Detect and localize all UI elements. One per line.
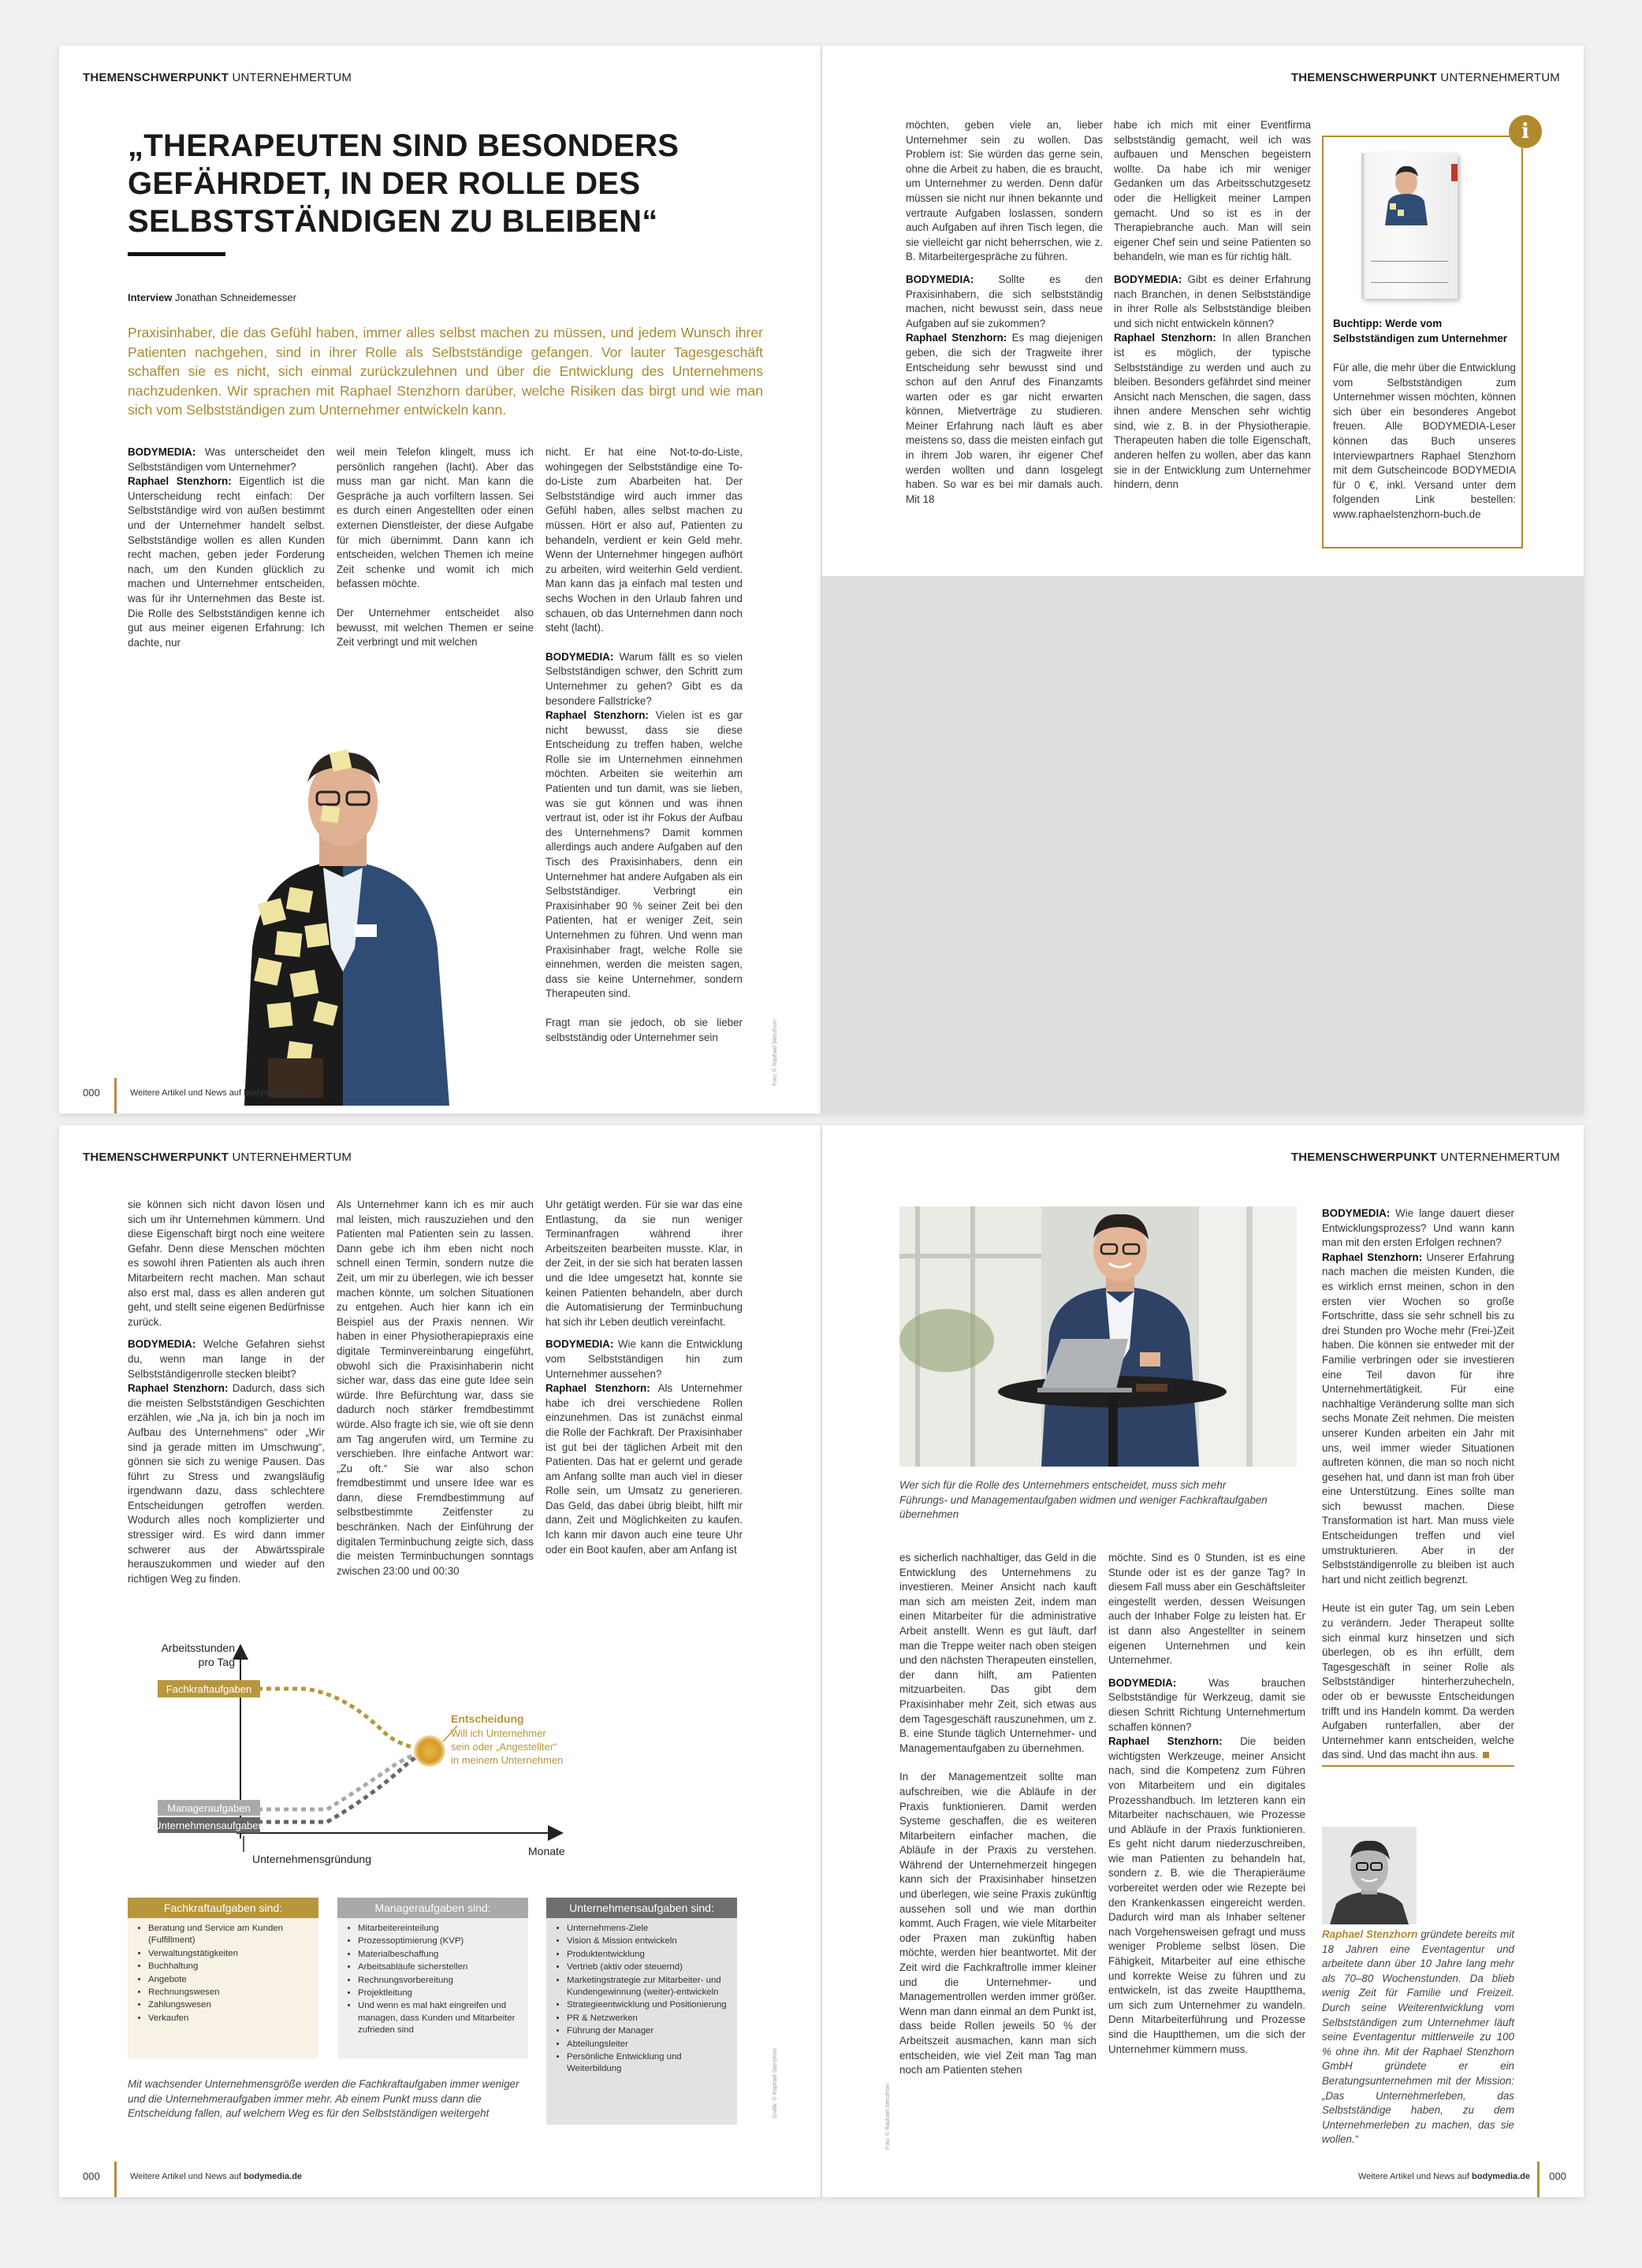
- table-list-item: • Und wenn es mal hakt eingreifen und managen, dass Kunden und Mitarbeiter zufrieden sind: [358, 2000, 520, 2036]
- role-development-chart: [126, 1630, 796, 1866]
- table-list-item: • Projektleitung: [358, 1987, 520, 1999]
- footer-link[interactable]: Weitere Artikel und News auf bodymedia.de: [130, 1088, 303, 1098]
- column-2: habe ich mich mit einer Eventfirma selbstständig gemacht, weil ich was aufbauen und Menschen begeistern wollte. Da habe ich mir weniger Gedanken um das Arbeitsschutzgesetz oder die Helligkeit meiner Lampen gemacht. Und so ist es in der Therapiebranche auch. Man will sein eigener Chef sein und seine Patienten so behandeln, wie man es für richtig hält. BODYMEDIA: Gibt es deiner Erfahrung nach Branchen, in denen Selbstständige in ihrer Rolle als Selbstständige bleiben und sich nicht entwickeln können? Raphael Stenzhorn: In allen Branchen ist es möglich, der typische Selbstständige zu werden und auch zu bleiben. Besonders gefährdet sind meiner Ansicht nach Menschen, die sagen, dass ihnen andere Menschen sehr wichtig sind, wie z. B. in der Physiotherapie. Therapeuten haben die tolle Eigenschaft, anderen helfen zu wollen, aber das kann sie in der Entwicklung zum Unternehmer hindern, denn: [1114, 119, 1311, 491]
- table-manager-title: Manageraufgaben sind:: [337, 1898, 528, 1918]
- legend-fachkraft-label: Fachkraftaufgaben: [166, 1683, 252, 1695]
- page-1: [59, 46, 821, 1114]
- footer-link[interactable]: Weitere Artikel und News auf bodymedia.de: [1357, 2172, 1530, 2181]
- table-fachkraft-title: Fachkraftaufgaben sind:: [128, 1898, 318, 1918]
- table-list-item: • Abteilungsleiter: [567, 2039, 729, 2050]
- column-1: möchten, geben viele an, lieber Unternehmer sein zu wollen. Das Problem ist: Sie würden das gerne sein, ohne die Arbeit zu haben, die es braucht, um Unternehmer zu werden. Denn dafür müssen sie nicht nur ihnen bekannte und vertraute Aufgaben loslassen, sondern auch Aufgaben auf ihren Tisch legen, die sie vielleicht gar nicht beherrschen, wie z. B. Mitarbeitergespräche zu führen. BODYMEDIA: Sollte es den Praxisinhabern, die sich selbstständig machen, nicht bewusst sein, dass neue Aufgaben auf sie zukommen? Raphael Stenzhorn: Es mag diejenigen geben, die sich der Tragweite ihrer Entscheidung sehr bewusst sind und schon auf den Anruf des Finanzamts warten oder es gar nicht erwarten können, Mietverträge zu studieren. Meiner Erfahrung nach läuft es aber meistens so, dass die meisten einfach gut in ihrem Job waren, ihr eigener Chef werden wollten und dann losgelegt haben. So war es bei mir damals auch. Mit 18: [906, 119, 1103, 505]
- column-1: es sicherlich nachhaltiger, das Geld in die Entwicklung des Unternehmens zu investieren. Meiner Ansicht nach kauft man sich am meisten Zeit, indem man einen Mitarbeiter für die administrative Arbeit anstellt. Wenn es gut läuft, darf man die Treppe weiter nach oben steigen und den nächsten Therapeuten einstellen, der dann hilft, am Patienten mitzuarbeiten. Das gibt dem Praxisinhaber mehr Zeit, sich etwas aus dem Tagesgeschäft rauszunehmen, um z. B. eine Stunde täglich Unternehmer- und Managementaufgaben zu übernehmen. In der Managementzeit sollte man aufschreiben, wie die Abläufe in der Praxis funktionieren. Damit werden Systeme geschaffen, die es weiteren Mitarbeitern einfacher machen, die Abläufe in der Praxis zu verstehen. Während der Unternehmerzeit hingegen kann sich der Praxisinhaber hinsetzen und überlegen, wie seine Praxis zukünftig aussehen soll und wie man dorthin kommt. Auch Fragen, wie viele Mitarbeiter oder Praxen man zukünftig haben möchte, werden hier beantwortet. Mit der Zeit wird die Fachkraftrolle immer kleiner und die Unternehmer- und Managementrollen werden immer größer. Wenn man dann einmal an dem Punkt ist, dass beide Rollen jeweils 50 % der Arbeitszeit ausmachen, kann man sich entscheiden, wie viel Zeit man Tag man noch am Patienten stehen: [899, 1552, 1097, 2077]
- x-marker-label: Unternehmensgründung: [252, 1853, 371, 1865]
- table-list-item: • Marketingstrategie zur Mitarbeiter- und Kundengewinnung (weiter)-entwickeln: [567, 1975, 729, 1999]
- table-list-item: • Beratung und Service am Kunden (Fulfillment): [148, 1923, 311, 1947]
- table-unternehmen-title: Unternehmensaufgaben sind:: [546, 1898, 737, 1918]
- table-list-item: • Buchhaltung: [148, 1961, 311, 1972]
- page-number: 000: [83, 1087, 100, 1099]
- chart-credit: Grafik: © Raphael Stenzhorn: [773, 2047, 778, 2118]
- column-2: weil mein Telefon klingelt, muss ich persönlich rangehen (lacht). Aber das muss man gar nicht. Man kann die Gespräche ja auch vorfiltern lassen. Sei es durch einen Angestellten oder einen externen Dienstleister, der diese Aufgabe für mich übernimmt. Dann kann ich entscheiden, welchen Themen ich meine Zeit schenke und womit ich mich befassen möchte. Der Unternehmer entscheidet also bewusst, mit welchen Themen er seine Zeit verbringt und mit welchen: [337, 446, 534, 649]
- column-2: möchte. Sind es 0 Stunden, ist es eine Stunde oder ist es der ganze Tag? In diesem Fall muss aber ein Geschäftsleiter eingestellt werden, dessen Weisungen auch der Inhaber Folge zu leisten hat. Er ist dann also Angestellter in seinem eigenen Unternehmen und kein Unternehmer. BODYMEDIA: Was brauchen Selbstständige für Werkzeug, damit sie diesen Schritt Richtung Unternehmertum schaffen können? Raphael Stenzhorn: Die beiden wichtigsten Werkzeuge, meiner Ansicht nach, sind die Kompetenz zum Führen von Mitarbeitern und ein digitales Prozesshandbuch. Im letzteren kann ein Mitarbeiter nachschauen, wie Prozesse und Abläufe in der Praxis funktionieren. Es geht nicht darum niederzuschreiben, wie man Patienten zu behandeln hat, sondern z. B. wie die Therapieräume vorbereitet werden oder wie Rezepte bei den Krankenkassen eingereicht werden. Dadurch wird man als Inhaber seltener nach Vorgehensweisen gefragt und muss weniger Probleme selbst lösen. Die Fähigkeit, Mitarbeiter auf eine ethische und korrekte Weise zu führen und zu entwickeln, ist das zweite Hauptthema, um sich zum Unternehmer zu wandeln. Denn Mitarbeiterführung und Prozesse sind die Hauptthemen, um die sich der Unternehmer kümmern muss.: [1108, 1552, 1305, 2055]
- footer-link[interactable]: Weitere Artikel und News auf bodymedia.de: [130, 2172, 303, 2181]
- column-3: nicht. Er hat eine Not-to-do-Liste, wohingegen der Selbstständige eine To-do-Liste zum Abarbeiten hat. Der Selbstständige wird auch immer das Gefühl haben, alles selbst machen zu müssen. Hört er also auf, Patienten zu behandeln, verdient er kein Geld mehr. Wenn der Unternehmer hingegen aufhört zu arbeiten, wird weiterhin Geld verdient. Man kann das ja einfach mal testen und sechs Wochen in den Urlaub fahren und schauen, ob das Unternehmen dann noch steht (lacht). BODYMEDIA: Warum fällt es so vielen Selbstständigen schwer, den Schritt zum Unternehmer zu gehen? Gibt es da besondere Fallstricke? Raphael Stenzhorn: Vielen ist es gar nicht bewusst, dass sie diese Entscheidung zu treffen haben, welche Rolle sie im Unternehmen einnehmen möchten. Arbeiten sie weiterhin am Patienten und tun damit, was sie lieben, was sie gut können und was ihnen vertraut ist, oder ist ihr Fokus der Aufbau des Unternehmens? Damit kommen allerdings auch andere Aufgaben auf den Tisch des Praxisinhabers, denn ein Unternehmer hat andere Aufgaben als ein Selbstständiger. Verbringt ein Praxisinhaber 90 % seiner Zeit bei den Patienten, hat er weniger Zeit, sein Unternehmen zu führen. Und wenn man Praxisinhaber fragt, welche Rolle sie einnehmen, werden die meisten sagen, dass sie keine Unternehmer, sondern Therapeuten sind. Fragt man sie jedoch, ob sie lieber selbstständig oder Unternehmer sein: [545, 446, 743, 1043]
- table-list-item: • Zahlungswesen: [148, 1999, 311, 2011]
- table-list-item: • Rechnungsvorbereitung: [358, 1975, 520, 1987]
- decision-point: [414, 1735, 445, 1767]
- book-tip-title: Buchtipp: Werde vom Selbstständigen zum Unternehmer: [1333, 318, 1507, 344]
- table-list-item: • Mitarbeitereinteilung: [358, 1923, 520, 1935]
- table-list-item: • Strategieentwicklung und Positionierung: [567, 1999, 729, 2011]
- office-photo: [899, 1207, 1297, 1467]
- photo-credit: Foto: © Raphael Stenzhorn: [773, 1019, 778, 1086]
- column-1: sie können sich nicht davon lösen und sich um ihr Unternehmen kümmern. Und diese Eigenschaft birgt noch eine weitere Gefahr. Denn diese Menschen möchten es sowohl ihren Patienten als auch ihren Mitarbeitern recht machen. Man schaut also erst mal, dass es allen anderen gut geht, und stellt seine eigenen Bedürfnisse zurück. BODYMEDIA: Welche Gefahren siehst du, wenn man lange in der Selbstständigenrolle stecken bleibt? Raphael Stenzhorn: Dadurch, dass sich die meisten Selbstständigen Geschichten erzählen, wie „Na ja, ich bin ja noch im Aufbau des Unternehmens“ oder „Wir sind ja gerade mitten im Umschwung“, gönnen sie sich zu wenige Pausen. Das führt zu Stress und zwangsläufig irgendwann dazu, dass schlechtere Entscheidungen getroffen werden. Wodurch alles noch komplizierter und stressiger wird. Es wird dann immer schwerer aus der Abwärtsspirale herauszukommen und wieder auf den richtigen Weg zu finden.: [128, 1199, 326, 1585]
- lead-paragraph: Praxisinhaber, die das Gefühl haben, immer alles selbst machen zu müssen, und jedem Wunsch ihrer Patienten nachgehen, sind in ihrer Rolle als Selbstständige gefangen. Vor lauter Tagesgeschäft schaffen sie es nicht, sich einmal zurückzulehnen und über die Entwicklung des Unternehmens nachzudenken. Wir sprachen mit Raphael Stenzhorn darüber, welche Risiken das birgt und wie man sich vom Selbstständigen zum Unternehmer entwickeln kann.: [128, 325, 763, 418]
- headline-rule: [128, 252, 225, 256]
- rubric: THEMENSCHWERPUNKT UNTERNEHMERTUM: [83, 71, 352, 84]
- series-unternehmen-line: [240, 1752, 426, 1822]
- page-number-rule: [114, 1078, 117, 1114]
- page-number: 000: [1549, 2170, 1566, 2182]
- series-fachkraft-line: [240, 1689, 426, 1749]
- column-2: Als Unternehmer kann ich es mir auch mal leisten, mich rauszuziehen und den Patienten mal Patienten sein zu lassen. Dann gebe ich ihm eben nicht noch schnell einen Termin, sondern nutze die Zeit, um mir zu überlegen, wie ich besser machen könnte, um solchen Situationen zu entgehen. Auch hier kann ich ein Beispiel aus der Praxis nennen. Wir haben in einer Physiotherapiepraxis eine digitale Terminvereinbarung eingeführt, obwohl sich die Praxisinhaberin nicht sicher war, dass das eine gute Idee sein würde. Ihre Befürchtung war, dass sie dadurch noch stärker fremdbestimmt würde. Also fragte ich sie, wie oft sie denn am Tag angerufen wird, um Termine zu verschieben. Ihre einfache Antwort war: „Zu oft.“ Sie war also schon fremdbestimmt und unsere Idee war es dann, diese Fremdbestimmung auf selbstbestimmte Zeitfenster zu beschränken. Nach der Einführung der digitalen Terminbuchung zeigte sich, dass die meisten Terminbuchungen sonntags zwischen 23:00 und 00:30: [337, 1199, 534, 1577]
- column-3: Uhr getätigt werden. Für sie war das eine Entlastung, da sie nun weniger Terminanfragen während ihrer Arbeitszeiten bearbeiten musste. Klar, in der Zeit, in der sie sich hat beraten lassen und die Idee umgesetzt hat, konnte sie keinen Patienten behandeln, aber durch die Automatisierung der Terminbuchung hat sich ihr Leben deutlich vereinfacht. BODYMEDIA: Wie kann die Entwicklung vom Selbstständigen hin zum Unternehmer aussehen? Raphael Stenzhorn: Als Unternehmer habe ich drei verschiedene Rollen einzunehmen. Das ist zunächst einmal die Rolle der Fachkraft. Der Praxisinhaber ist gut bei der täglichen Arbeit mit den Patienten. Das hat er gelernt und gerade am Anfang sollte man auch viel in dieser Rolle sein, um Umsatz zu generieren. Das Geld, das dabei übrig bleibt, hilft mir dann, Zeit und Möglichkeiten zu kaufen. Ich kann mir davon auch eine teure Uhr oder ein Boot kaufen, aber am Anfang ist: [545, 1199, 743, 1556]
- bio-portrait-photo: [1322, 1827, 1417, 1924]
- x-axis-label: Monate: [528, 1845, 565, 1857]
- book-tip-text: Für alle, die mehr über die Entwicklung vom Selbstständigen zum Unternehmer wissen möchten, können sich über ein besonderes Angebot freuen. Alle BODYMEDIA-Leser können das Buch unseres Interviewpartners Raphael Stenzhorn mit dem Gutscheincode BODYMEDIA für 0 €, inkl. Versand unter dem folgenden Link bestellen: www.raphaelstenzhorn-buch.de: [1333, 362, 1516, 520]
- portrait-photo: [213, 688, 473, 1106]
- table-list-item: • Materialbeschaffung: [358, 1949, 520, 1961]
- table-list-item: • Produktentwicklung: [567, 1949, 729, 1961]
- interview-byline: Interview Jonathan Schneidemesser: [128, 292, 296, 303]
- rubric: THEMENSCHWERPUNKT UNTERNEHMERTUM: [1290, 1151, 1560, 1164]
- headline: „THERAPEUTEN SIND BESONDERS GEFÄHRDET, IN DER ROLLE DES SELBSTSTÄNDIGEN ZU BLEIBEN“: [128, 128, 680, 239]
- table-fachkraft: [128, 1898, 318, 2058]
- page-2: [822, 46, 1584, 1114]
- decision-title: Entscheidung: [451, 1712, 524, 1725]
- legend-unternehmen-label: Unternehmensaufgaben: [154, 1820, 264, 1831]
- table-fachkraft-list: [128, 1918, 318, 2058]
- page-number: 000: [83, 2170, 100, 2182]
- page-3: [59, 1125, 821, 2197]
- info-icon: i: [1509, 115, 1542, 148]
- column-1: BODYMEDIA: Was unterscheidet den Selbstständigen vom Unternehmer? Raphael Stenzhorn: Eigentlich ist die Unterscheidung recht einfach: Der Selbstständige wird von außen bestimmt und der Unternehmer handelt selbst. Selbstständige wollen es allen Kunden recht machen, geben jeder Forderung nach, um den Kunden glücklich zu machen und Unternehmer entscheiden, was für ihr Unternehmen das Beste ist. Die Rolle des Selbstständigen kenne ich gut aus meiner eigenen Erfahrung: Ich dachte, nur: [128, 446, 326, 649]
- table-list-item: • Unternehmens-Ziele: [567, 1923, 729, 1935]
- page-number-rule: [114, 2162, 117, 2197]
- table-list-item: • Vertrieb (aktiv oder steuernd): [567, 1961, 729, 1973]
- table-list-item: • Verkaufen: [148, 2013, 311, 2024]
- decision-text: Will ich Unternehmer sein oder „Angestellter“ in meinem Unternehmen: [451, 1727, 564, 1766]
- photo-caption: Wer sich für die Rolle des Unternehmers entscheidet, muss sich mehr Führungs- und Managementaufgaben widmen und weniger Fachkraftaufgaben übernehmen: [899, 1479, 1268, 1521]
- table-list-item: • Prozessoptimierung (KVP): [358, 1935, 520, 1947]
- author-bio: Raphael Stenzhorn gründete bereits mit 18 Jahren eine Eventagentur und arbeitete dann über 10 Jahre lang mehr als 70–80 Wochenstunden. Da blieb wenig Zeit für Familie und Freizeit. Durch seine Weiterentwicklung vom Selbstständigen zum Unternehmer läuft seine Eventagentur mittlerweile zu 100 % ohne ihn. Mit der Raphael Stenzhorn GmbH gründete er ein Beratungsunternehmen mit der Mission: „Das Unternehmerleben, das Selbstständige haben, zu dem Unternehmerleben zu machen, das sie wollen.“: [1322, 1928, 1514, 2146]
- page-4: [822, 1125, 1584, 2197]
- image-placeholder: [822, 576, 1584, 1114]
- photo-credit: Foto: © Raphael Stenzhorn: [885, 2083, 891, 2150]
- legend-manager-label: Manageraufgaben: [167, 1802, 251, 1814]
- table-list-item: • Angebote: [148, 1974, 311, 1986]
- column-3: BODYMEDIA: Wie lange dauert dieser Entwicklungsprozess? Und wann kann man mit den ersten Erfolgen rechnen? Raphael Stenzhorn: Unserer Erfahrung nach machen die meisten Kunden, die es wirklich ernst meinen, schon in den ersten vier Wochen so große Fortschritte, dass sie sehr schnell bis zu drei Stunden pro Woche mehr (Frei-)Zeit haben. Die können sie entweder mit der Familie verbringen oder sie investieren eine Teil davon für ihre Unternehmertätigkeit. Für eine nachhaltige Veränderung sollte man sich sechs Monate Zeit nehmen. Die meisten unserer Kunden arbeiten ein Jahr mit uns, weil immer wieder Situationen auftreten können, die man so noch nicht gesehen hat, und dann ist man froh über eine Unterstützung. Eines sollte man sich bewusst machen. Diese Transformation ist hart. Man muss viele Entscheidungen treffen und viel umstrukturieren. Aber in der Selbstständigenrolle zu bleiben ist auch hart und nicht zeitlich begrenzt. Heute ist ein guter Tag, um sein Leben zu verändern. Jeder Therapeut sollte sich einmal kurz hinsetzen und sich überlegen, ob es ihn erfüllt, dem Tagesgeschäft in seiner Rolle als Selbstständiger hinterherzuhecheln, oder ob er bewusste Entscheidungen trifft und ins Handeln kommt. Da werden Aufgaben runterfallen, aber der Unternehmer kann entscheiden, welche das sind. Und das macht ihn aus.: [1322, 1207, 1515, 1761]
- table-list-item: • Vision & Mission entwickeln: [567, 1935, 729, 1947]
- page-number-rule: [1537, 2162, 1540, 2197]
- chart-caption: Mit wachsender Unternehmensgröße werden die Fachkraftaufgaben immer weniger und die Unternehmeraufgaben immer mehr. Ab einem Punkt muss dann die Entscheidung fallen, auf welchem Weg es für den Selbstständigen weitergeht: [128, 2078, 519, 2120]
- table-list-item: • Verwaltungstätigkeiten: [148, 1948, 311, 1960]
- table-manager-list: [337, 1918, 528, 2058]
- rubric: THEMENSCHWERPUNKT UNTERNEHMERTUM: [1290, 71, 1560, 84]
- table-list-item: • Führung der Manager: [567, 2025, 729, 2037]
- table-unternehmen-list: [546, 1918, 737, 2125]
- rubric: THEMENSCHWERPUNKT UNTERNEHMERTUM: [83, 1151, 352, 1164]
- table-list-item: • Arbeitsabläufe sicherstellen: [358, 1961, 520, 1973]
- book-cover-image: [1361, 153, 1458, 299]
- end-mark-icon: [1483, 1752, 1489, 1758]
- series-manager-line: [240, 1750, 426, 1809]
- table-list-item: • Rechnungswesen: [148, 1987, 311, 1998]
- table-manager: [337, 1898, 528, 2058]
- table-list-item: • Persönliche Entwicklung und Weiterbildung: [567, 2051, 729, 2076]
- y-axis-label: Arbeitsstunden pro Tag: [161, 1642, 235, 1668]
- table-unternehmen: [546, 1898, 737, 2125]
- table-list-item: • PR & Netzwerken: [567, 2013, 729, 2024]
- bio-rule: [1322, 1765, 1514, 1767]
